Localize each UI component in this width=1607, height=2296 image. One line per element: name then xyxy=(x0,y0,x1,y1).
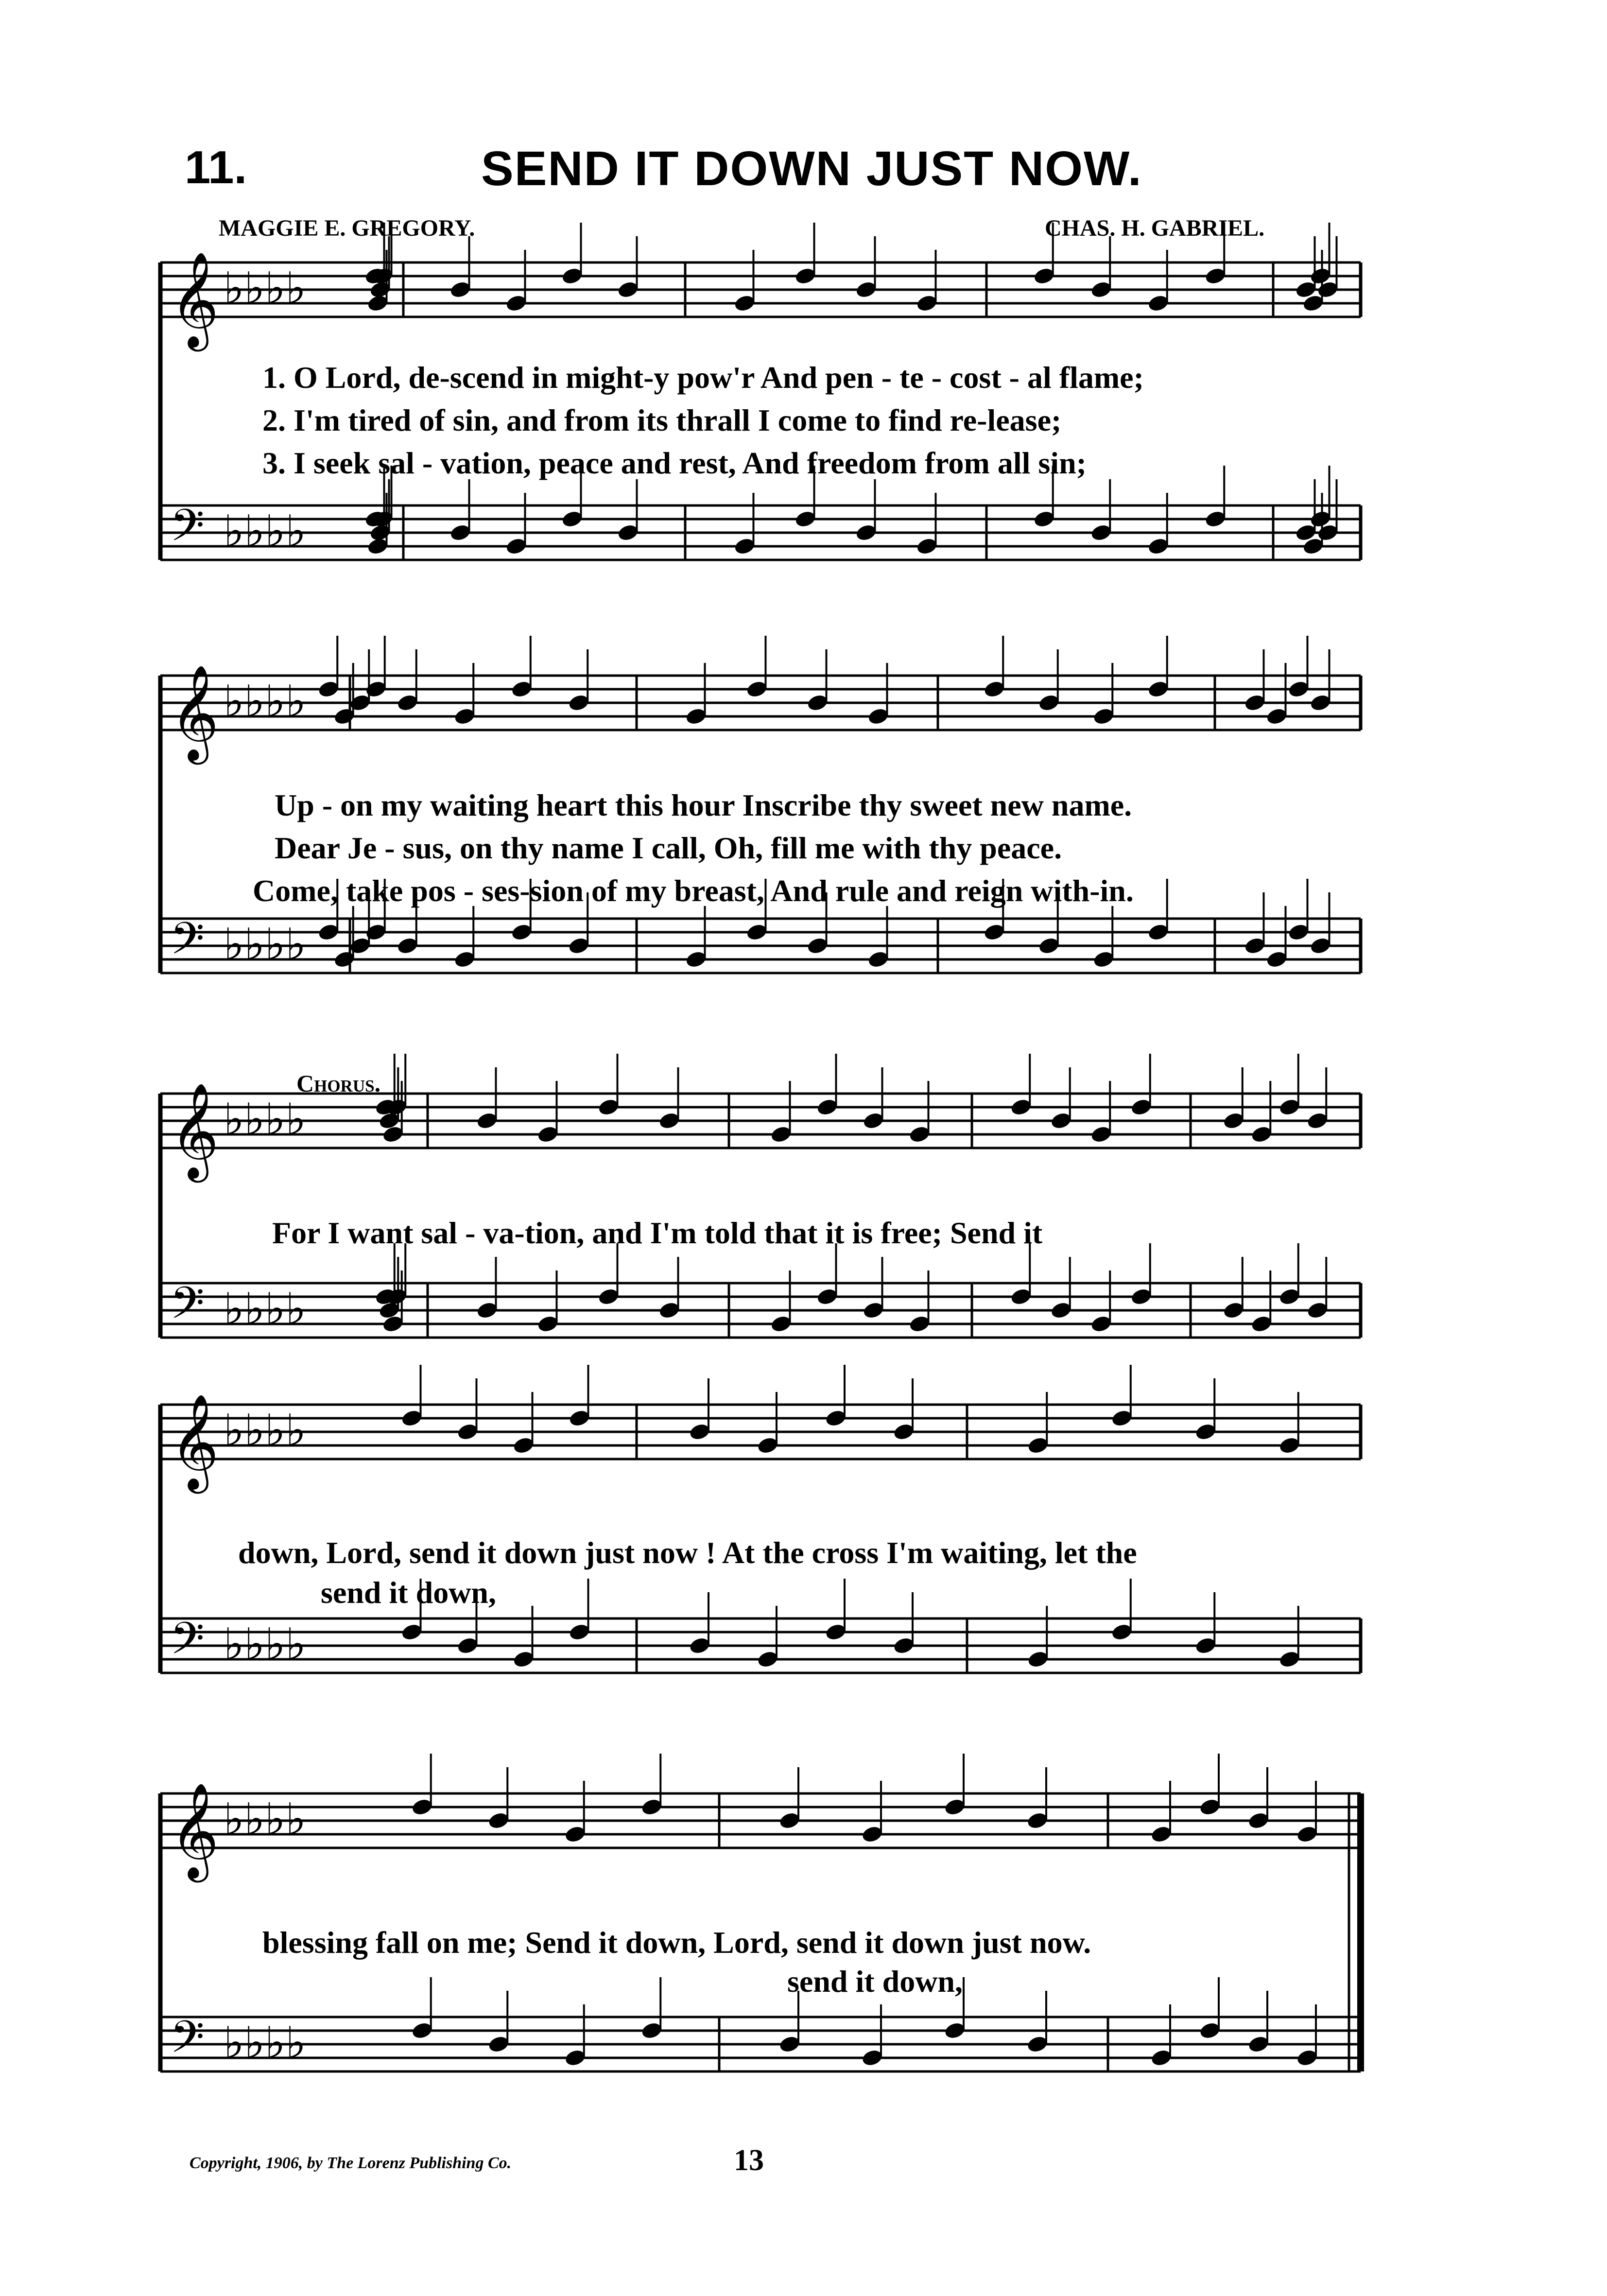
bass-clef-icon: 𝄢 xyxy=(170,1277,205,1339)
key-signature-flats-icon: ♭♭♭♭ xyxy=(224,506,306,557)
bass-clef-icon: 𝄢 xyxy=(170,1613,205,1675)
key-signature-flats-icon: ♭♭♭♭ xyxy=(224,263,306,314)
key-signature-flats-icon: ♭♭♭♭ xyxy=(224,1405,306,1456)
verse2-line2: Dear Je - sus, on thy name I call, Oh, fill me with thy peace. xyxy=(275,831,1062,865)
treble-clef-icon: 𝄞 xyxy=(170,251,219,348)
bass-clef-icon: 𝄢 xyxy=(170,2011,205,2073)
chorus-line3: blessing fall on me; Send it down, Lord, send it down just now. xyxy=(262,1925,1091,1960)
chorus-line3-echo: send it down, xyxy=(787,1964,963,1999)
composer-credit: CHAS. H. GABRIEL. xyxy=(1045,215,1265,241)
treble-clef-icon: 𝄞 xyxy=(170,664,219,761)
chorus-label: Chorus. xyxy=(296,1070,381,1097)
verse1-line1: 1. O Lord, de-scend in might-y pow'r And pen - te - cost - al flame; xyxy=(262,360,1144,395)
key-signature-flats-icon: ♭♭♭♭ xyxy=(224,1794,306,1845)
bass-clef-icon: 𝄢 xyxy=(170,500,205,562)
key-signature-flats-icon: ♭♭♭♭ xyxy=(224,919,306,970)
verse3-line1: 3. I seek sal - vation, peace and rest, And freedom from all sin; xyxy=(262,446,1087,480)
treble-clef-icon: 𝄞 xyxy=(170,1782,219,1879)
treble-clef-icon: 𝄞 xyxy=(170,1393,219,1490)
key-signature-flats-icon: ♭♭♭♭ xyxy=(224,1619,306,1670)
bass-clef-icon: 𝄢 xyxy=(170,913,205,975)
verse2-line1: 2. I'm tired of sin, and from its thrall I come to find re-lease; xyxy=(262,403,1062,437)
chorus-line2-echo: send it down, xyxy=(321,1575,496,1610)
key-signature-flats-icon: ♭♭♭♭ xyxy=(224,2018,306,2069)
hymn-title: SEND IT DOWN JUST NOW. xyxy=(481,141,1142,196)
hymn-number: 11. xyxy=(185,141,247,193)
chorus-line1: For I want sal - va-tion, and I'm told that it is free; Send it xyxy=(272,1216,1043,1250)
key-signature-flats-icon: ♭♭♭♭ xyxy=(224,1284,306,1335)
lyricist-credit: MAGGIE E. GREGORY. xyxy=(219,215,475,241)
verse1-line2: Up - on my waiting heart this hour Inscribe thy sweet new name. xyxy=(275,788,1132,822)
page-number: 13 xyxy=(734,2144,764,2177)
chorus-line2: down, Lord, send it down just now ! At the cross I'm waiting, let the xyxy=(238,1535,1137,1570)
key-signature-flats-icon: ♭♭♭♭ xyxy=(224,676,306,727)
copyright-notice: Copyright, 1906, by The Lorenz Publishing Co. xyxy=(190,2154,512,2172)
treble-clef-icon: 𝄞 xyxy=(170,1082,219,1179)
verse3-line2: Come, take pos - ses-sion of my breast, And rule and reign with-in. xyxy=(253,873,1134,908)
key-signature-flats-icon: ♭♭♭♭ xyxy=(224,1094,306,1145)
